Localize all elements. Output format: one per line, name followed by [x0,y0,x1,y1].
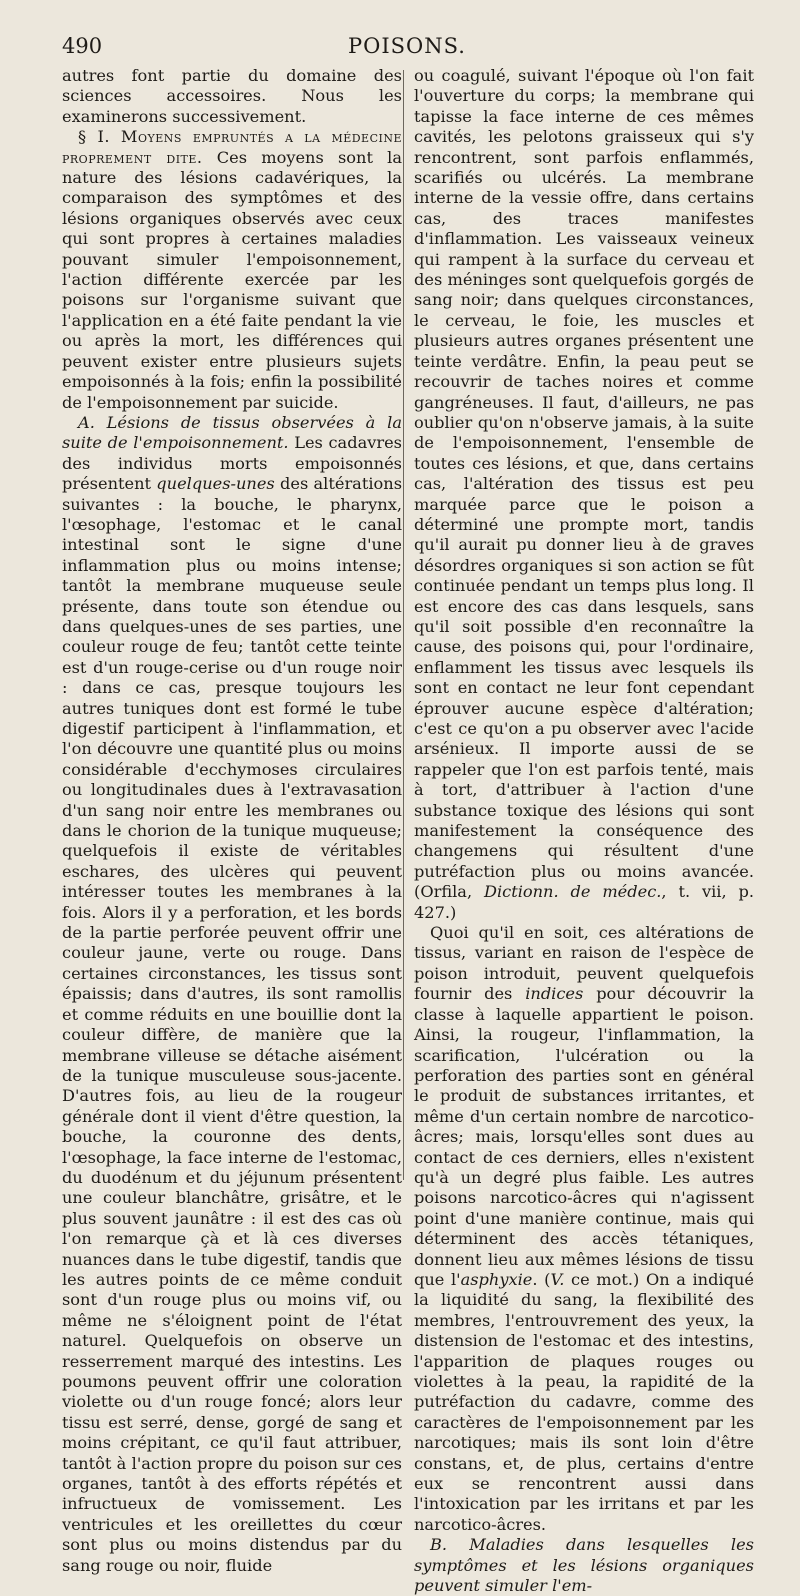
text-run: Ces moyens sont la nature des lésions cadavériques, la comparaison des symptômes et des lésions organiques observés avec ceux qui sont propres à certaines maladies pouvant simuler l'empoisonnement, l'action différente exercée par les poisons sur l'organisme suivant que l'application en a été faite pendant la vie ou après la mort, les différences qui peuvent exister entre plusieurs sujets empoisonnés à la fois; enfin la possibilité de l'empoisonnement par suicide. [62,147,403,412]
text-run: , t. vii, p. 427.) [414,882,755,922]
italic-text: indices [525,984,584,1004]
running-title: POISONS. [348,34,466,58]
right-column [414,66,754,1596]
text-run: Quoi qu'il en soit, ces altérations de tissus, variant en raison de l'espèce de poison introduit, peuvent quelquefois fournir des [414,923,754,1004]
text-run: . ( [532,1269,551,1289]
text-run: pour découvrir la classe à laquelle appartient le poison. Ainsi, la rougeur, l'inflammation, la scarification, l'ulcération ou la perforation des parties sont en général le produit de substances irritantes, et même d'un certain nombre de narcotico-âcres; mais, lorsqu'elles sont dues au contact de ces derniers, elles n'existent qu'à un degré plus faible. Les autres poisons narcotico-âcres qui n'agissent point d'une manière continue, mais qui déterminent des accès tétaniques, donnent lieu aux mêmes lésions de tissu que l' [414,984,754,1289]
left-column [62,66,402,1576]
column-divider [403,70,404,1180]
text-run: autres font partie du domaine des sciences accessoires. Nous les examinerons successivement. [62,66,402,126]
italic-text: asphyxie [460,1269,533,1289]
section-heading: § I. Moyens empruntés a la médecine proprement dite. [62,127,402,167]
italic-text: quelques-unes [156,474,275,494]
text-run: ou coagulé, suivant l'époque où l'on fait l'ouverture du corps; la membrane qui tapisse la face interne de ces mêmes cavités, les pelotons graisseux qui s'y rencontrent, sont parfois enflammés, scarifiés ou ulcérés. La membrane interne de la vessie offre, dans certains cas, des traces manifestes d'inflammation. Les vaisseaux veineux qui rampent à la surface du cerveau et des méninges sont quelquefois gorgés de sang noir; dans quelques circonstances, le cerveau, le foie, les muscles et plusieurs autres organes présentent une teinte verdâtre. Enfin, la peau peut se recouvrir de taches noires et comme gangréneuses. Il faut, d'ailleurs, ne pas oublier qu'on n'observe jamais, à la suite de l'empoisonnement, l'ensemble de toutes ces lésions, et que, dans certains cas, l'altération des tissus est peu marquée parce que le poison a déterminé une prompte mort, tandis qu'il aurait pu donner lieu à de graves désordres organiques si son action se fût continuée pendant un temps plus long. Il est encore des cas dans lesquels, sans qu'il soit possible d'en reconnaître la cause, des poisons qui, pour l'ordinaire, enflamment les tissus avec lesquels ils sont en contact ne leur font cependant éprouver aucune espèce d'altération; c'est ce qu'on a pu observer avec l'acide arsénieux. Il importe aussi de se rappeler que l'on est parfois tenté, mais à tort, d'attribuer à l'action d'une substance toxique des lésions qui sont manifestement la conséquence des changemens qui résultent d'une putréfaction plus ou moins avancée. (Orfila, [414,66,754,902]
text-run: des altérations suivantes : la bouche, le pharynx, l'œsophage, l'estomac et le canal intestinal sont le signe d'une inflammation plus ou moins intense; tantôt la membrane muqueuse seule présente, dans toute son étendue ou dans quelques-unes de ses parties, une couleur rouge de feu; tantôt cette teinte est d'un rouge-cerise ou d'un rouge noir : dans ce cas, presque toujours les autres tuniques dont est formé le tube digestif participent à l'inflammation, et l'on découvre une quantité plus ou moins considérable d'ecchymoses circulaires ou longitudinales dues à l'extravasation d'un sang noir entre les membranes ou dans le chorion de la tunique muqueuse; quelquefois il existe de véritables eschares, des ulcères qui peuvent intéresser toutes les membranes à la fois. Alors il y a perforation, et les bords de la partie perforée peuvent offrir une couleur jaune, verte ou rouge. Dans certaines circonstances, les tissus sont épaissis; dans d'autres, ils sont ramollis et comme réduits en une bouillie dont la couleur diffère, de manière que la membrane villeuse se détache aisément de la tunique musculeuse sous-jacente. D'autres fois, au lieu de la rougeur générale dont il vient d'être question, la bouche, la couronne des dents, l'œsophage, la face interne de l'estomac, du duodénum et du jéjunum présentent une couleur blanchâtre, grisâtre, et le plus souvent jaunâtre : il est des cas où l'on remarque çà et là ces diverses nuances dans le tube digestif, tandis que les autres points de ce même conduit sont d'un rouge plus ou moins vif, ou même ne s'éloignent point de l'état naturel. Quelquefois on observe un resserrement marqué des intestins. Les poumons peuvent offrir une coloration violette ou d'un rouge foncé; alors leur tissu est serré, dense, gorgé de sang et moins crépitant, ce qu'il faut attribuer, tantôt à l'action propre du poison sur ces organes, tantôt à des efforts répétés et infructueux de vomissement. Les ventricules et les oreillettes du cœur sont plus ou moins distendus par du sang rouge ou noir, fluide [62,474,402,1575]
text-run: ce mot.) On a indiqué la liquidité du sang, la flexibilité des membres, l'entrouvrement des yeux, la distension de l'estomac et des intestins, l'apparition de plaques rouges ou violettes à la peau, la rapidité de la putréfaction du cadavre, comme des caractères de l'empoisonnement par les narcotiques; mais ils sont loin d'être constans, et, de plus, certains d'entre eux se rencontrent aussi dans l'intoxication par les irritans et par les narcotico-âcres. [414,1269,754,1534]
italic-text: Dictionn. de médec. [483,882,662,902]
paragraph [414,923,754,1535]
italic-text: V. [550,1269,565,1289]
paragraph [62,66,402,127]
paragraph [414,66,754,923]
page-header [62,34,752,64]
text-run: B. Maladies dans lesquelles les symptômes et les lésions organiques peuvent simuler l'em- [414,1535,754,1596]
text-run: Les cadavres des individus morts empoisonnés présentent [62,433,402,494]
subsection-heading [414,1535,754,1596]
page-number: 490 [62,34,103,58]
paragraph [62,413,402,1576]
subsection-heading: A. Lésions de tissus observées à la suite de l'empoisonnement. [62,412,402,453]
paragraph [62,127,402,413]
